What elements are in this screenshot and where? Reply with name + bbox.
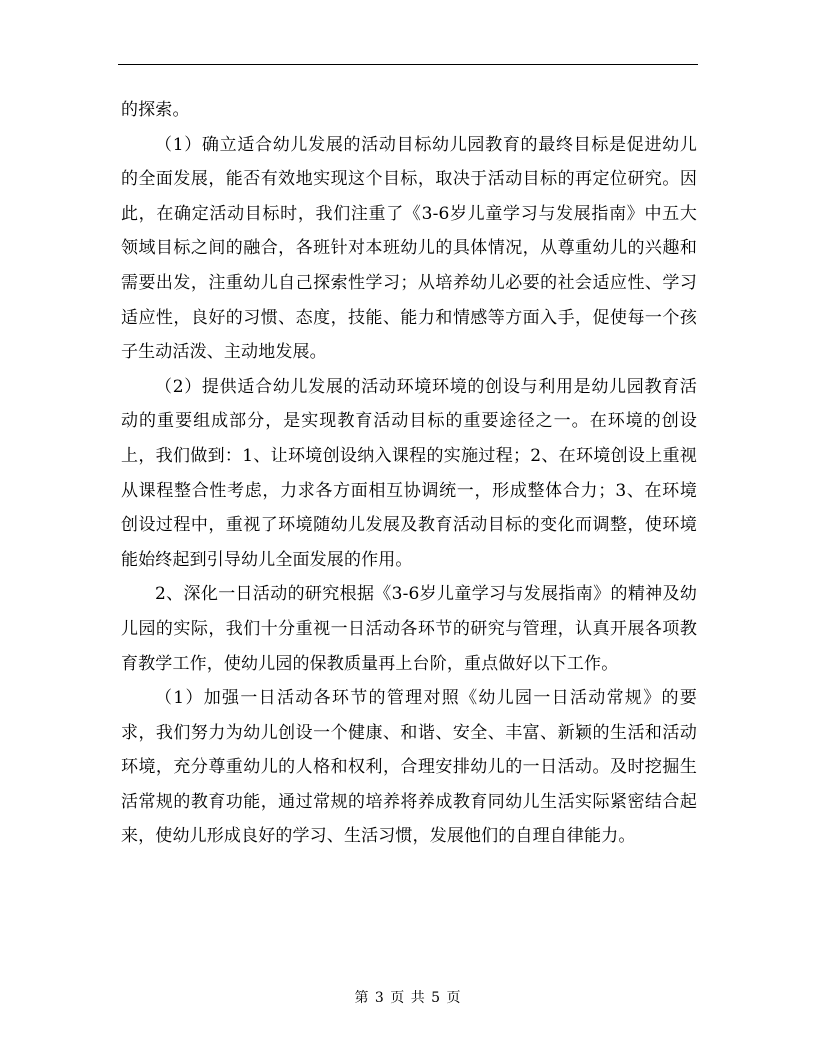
paragraph-continuation: 的探索。 [121,100,190,120]
page-footer: 第 3 页 共 5 页 [354,990,462,1006]
paragraph-daily-activity-management: （1）加强一日活动各环节的管理对照《幼儿园一日活动常规》的要求，我们努力为幼儿创设一个健康、和谐、安全、丰富、新颖的生活和活动环境，充分尊重幼儿的人格和权利，合理安排幼儿的一日活动。及时挖掘生活常规的教育功能，通过常规的培养将养成教育同幼儿生活实际紧密结合起来，使幼儿形成良好的学习、生活习惯，发展他们的自理自律能力。 [121,688,697,847]
paragraph-activity-environment: （2）提供适合幼儿发展的活动环境环境的创设与利用是幼儿园教育活动的重要组成部分，是实现教育活动目标的重要途径之一。在环境的创设上，我们做到：1、让环境创设纳入课程的实施过程；2、在环境创设上重视从课程整合性考虑，力求各方面相互协调统一，形成整体合力；3、在环境创设过程中，重视了环境随幼儿发展及教育活动目标的变化而调整，使环境能始终起到引导幼儿全面发展的作用。 [121,376,697,570]
paragraph-activity-goals: （1）确立适合幼儿发展的活动目标幼儿园教育的最终目标是促进幼儿的全面发展，能否有效地实现这个目标，取决于活动目标的再定位研究。因此，在确定活动目标时，我们注重了《3-6岁儿童学习与发展指南》中五大领域目标之间的融合，各班针对本班幼儿的具体情况，从尊重幼儿的兴趣和需要出发，注重幼儿自己探索性学习；从培养幼儿必要的社会适应性、学习适应性，良好的习惯、态度，技能、能力和情感等方面入手，促使每一个孩子生动活泼、主动地发展。 [121,134,697,363]
header-rule [118,64,698,65]
document-body [121,93,697,854]
paragraph-daily-activity-research: 2、深化一日活动的研究根据《3-6岁儿童学习与发展指南》的精神及幼儿园的实际，我们十分重视一日活动各环节的研究与管理，认真开展各项教育教学工作，使幼儿园的保教质量再上台阶，重点做好以下工作。 [121,584,697,674]
